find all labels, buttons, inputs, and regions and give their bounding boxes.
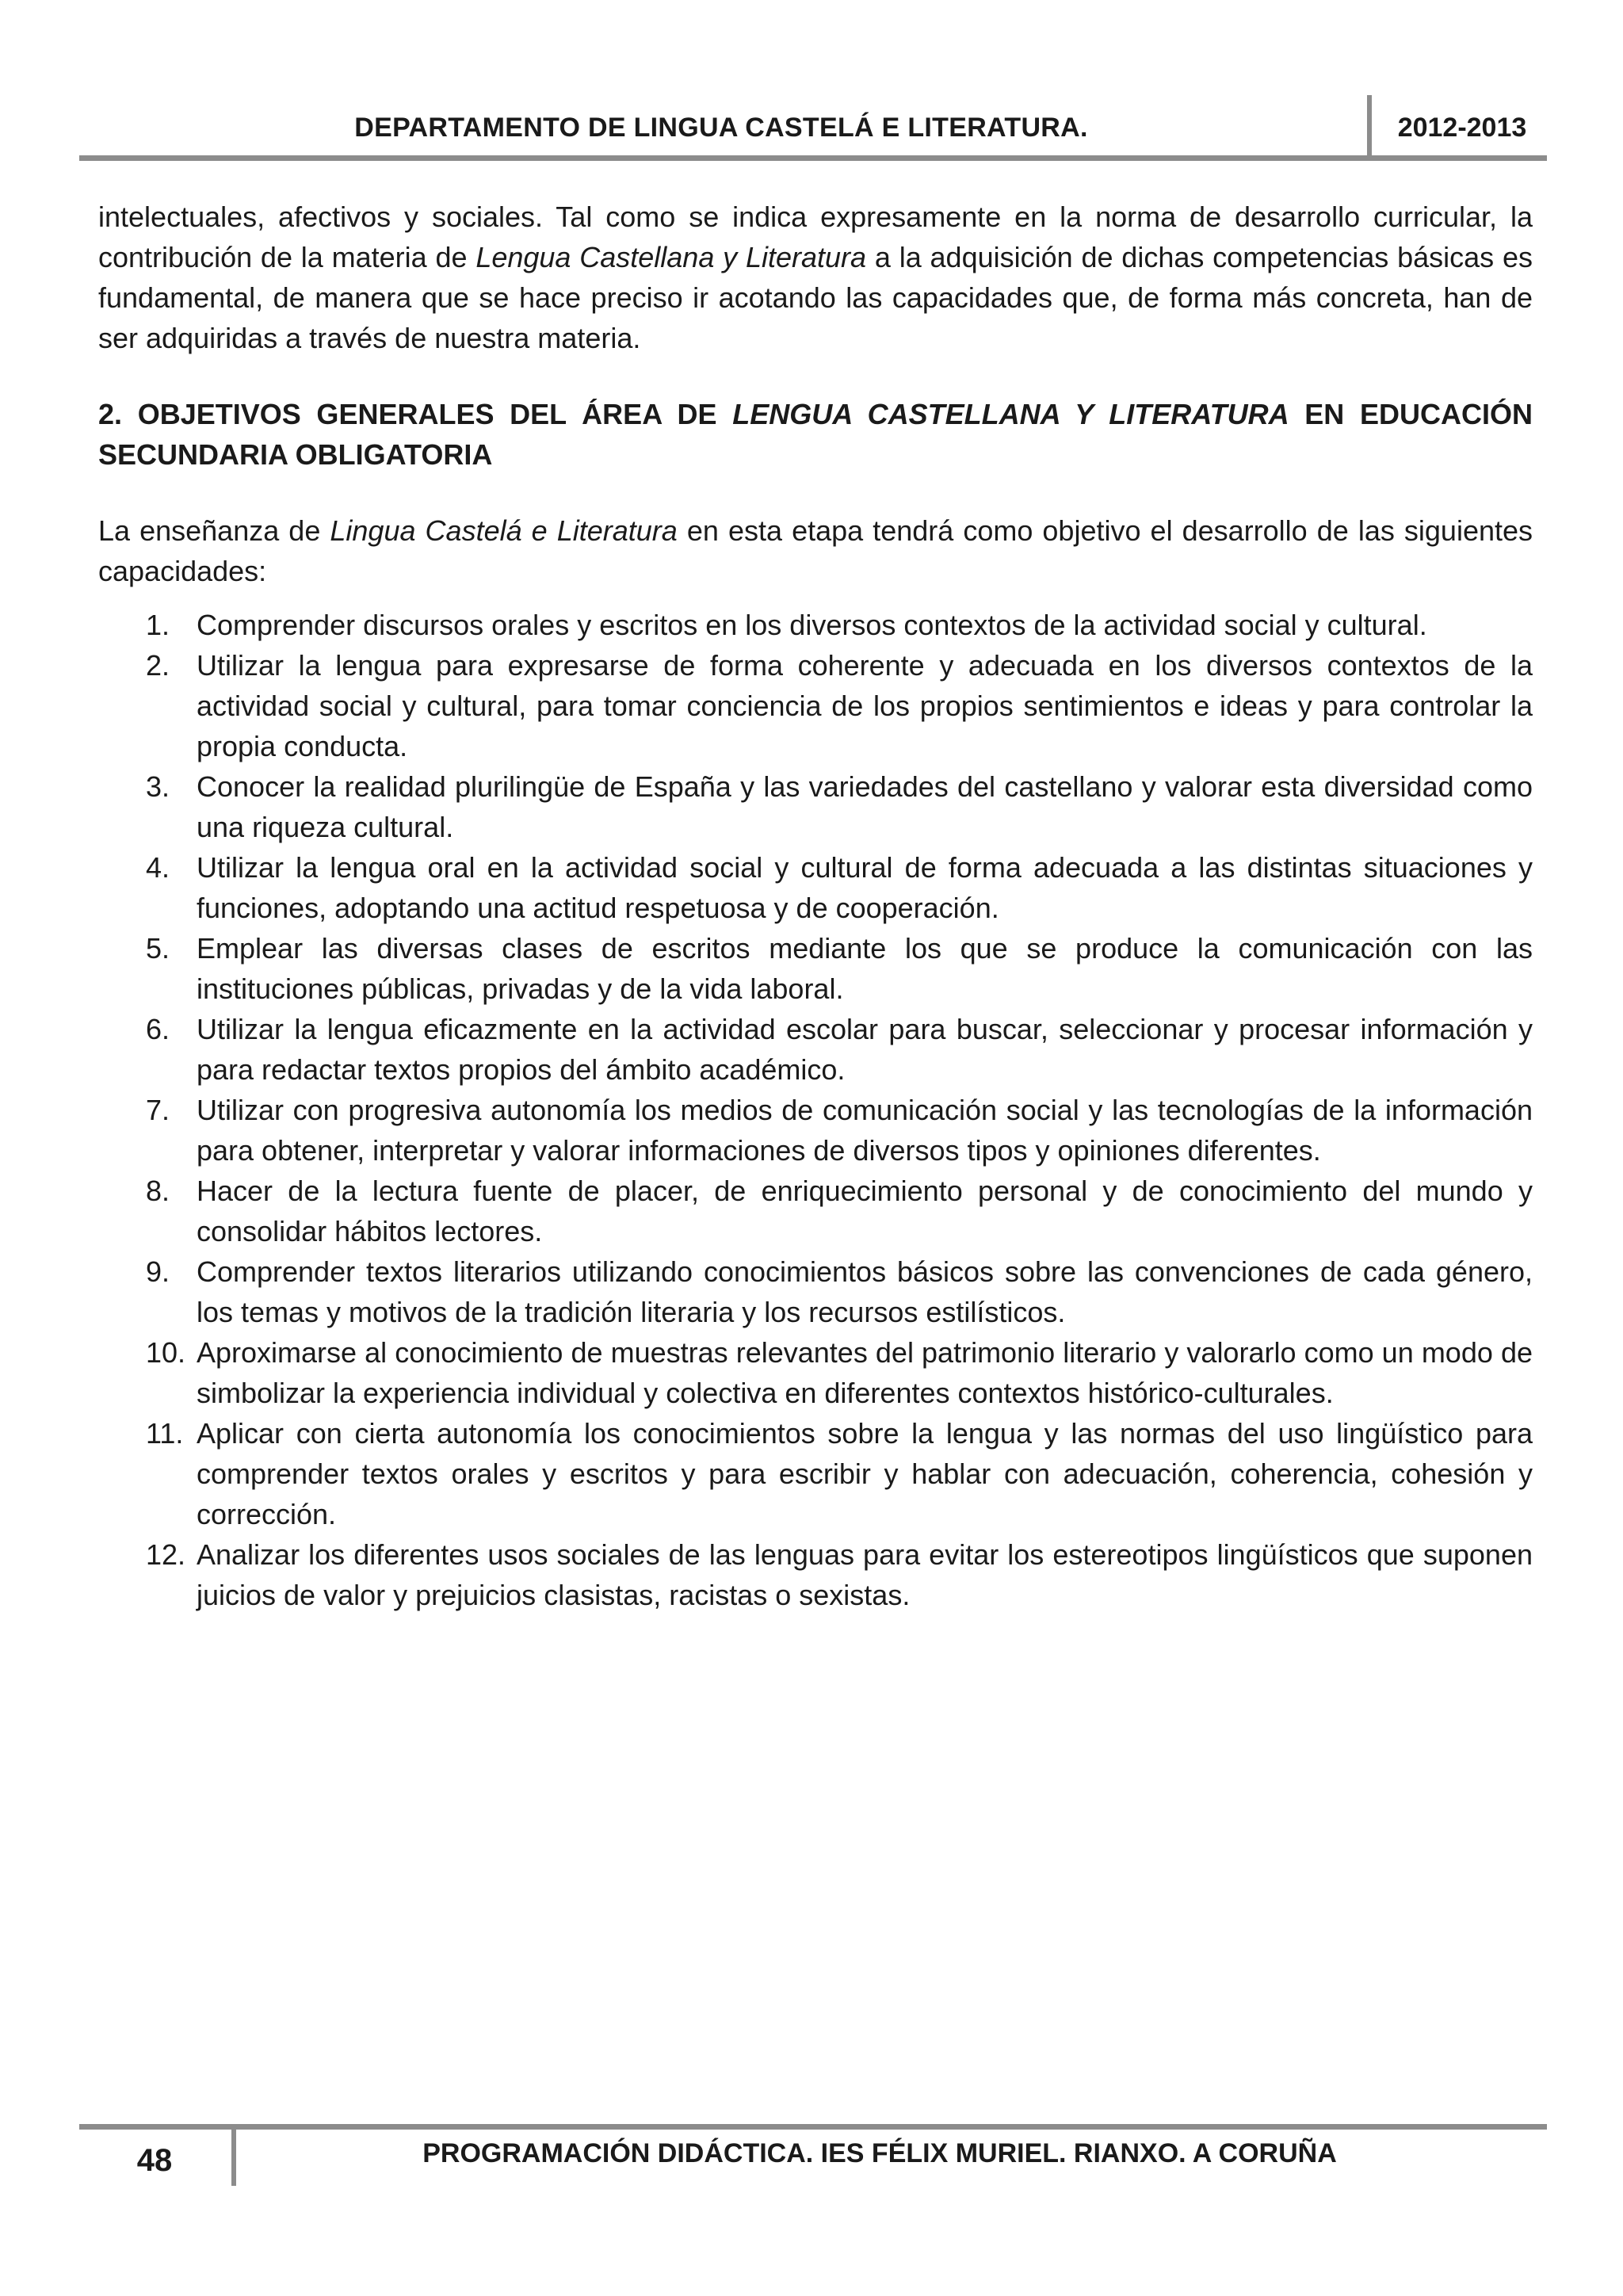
- page-content: [98, 197, 1533, 1615]
- header-divider: [1367, 95, 1372, 160]
- objective-item: [98, 645, 1533, 766]
- objective-number: 1.: [146, 609, 170, 641]
- objective-text: Utilizar con progresiva autonomía los medios de comunicación social y las tecnologías de la información para obtener, interpretar y valorar informaciones de diversos tipos y opiniones diferentes.: [197, 1094, 1533, 1167]
- objective-item: [98, 766, 1533, 847]
- objective-number: 11.: [146, 1417, 184, 1450]
- objective-text: Utilizar la lengua oral en la actividad social y cultural de forma adecuada a las distintas situaciones y funciones, adoptando una actitud respetuosa y de cooperación.: [197, 851, 1533, 924]
- objective-text: Utilizar la lengua para expresarse de forma coherente y adecuada en los diversos contextos de la actividad social y cultural, para tomar conciencia de los propios sentimientos e ideas y para controlar la propia conducta.: [197, 649, 1533, 762]
- objective-text: Utilizar la lengua eficazmente en la actividad escolar para buscar, seleccionar y procesar información y para redactar textos propios del ámbito académico.: [197, 1013, 1533, 1086]
- objective-number: 5.: [146, 932, 170, 965]
- objective-item: [98, 1332, 1533, 1413]
- intro-part-1: La enseñanza de: [98, 514, 330, 547]
- intro-paragraph: [98, 510, 1533, 591]
- section-heading-part-2: EN EDUCACIÓN SECUNDARIA OBLIGATORIA: [98, 398, 1533, 471]
- objective-number: 2.: [146, 649, 170, 682]
- objective-number: 6.: [146, 1013, 170, 1045]
- intro-part-2: en esta etapa tendrá como objetivo el desarrollo de las siguientes capacidades:: [98, 514, 1533, 587]
- objective-number: 9.: [146, 1255, 170, 1288]
- page-number: 48: [136, 2143, 173, 2178]
- section-heading: [98, 394, 1533, 475]
- objective-item: [98, 1090, 1533, 1171]
- objective-text: Emplear las diversas clases de escritos mediante los que se produce la comunicación con las instituciones públicas, privadas y de la vida laboral.: [197, 932, 1533, 1005]
- objective-number: 3.: [146, 770, 170, 803]
- objective-item: [98, 928, 1533, 1009]
- objective-number: 7.: [146, 1094, 170, 1126]
- objective-number: 8.: [146, 1175, 170, 1207]
- section-heading-part-1: 2. OBJETIVOS GENERALES DEL ÁREA DE: [98, 398, 733, 430]
- objective-item: [98, 1251, 1533, 1332]
- objective-item: [98, 847, 1533, 928]
- page-header: [79, 95, 1545, 159]
- objective-item: [98, 1534, 1533, 1615]
- objective-number: 4.: [146, 851, 170, 884]
- header-year: 2012-2013: [1397, 113, 1527, 143]
- intro-italic: Lingua Castelá e Literatura: [330, 514, 678, 547]
- continuation-text-2: a la adquisición de dichas competencias básicas es fundamental, de manera que se hace preciso ir acotando las capacidades que, de forma más concreta, han de ser adquiridas a través de nuestra materia.: [98, 241, 1533, 354]
- objective-text: Conocer la realidad plurilingüe de España y las variedades del castellano y valorar esta diversidad como una riqueza cultural.: [197, 770, 1533, 843]
- objective-text: Comprender discursos orales y escritos en los diversos contextos de la actividad social y cultural.: [197, 609, 1427, 641]
- continuation-text-1: intelectuales, afectivos y sociales. Tal como se indica expresamente en la norma de desarrollo curricular, la contribución de la materia de: [98, 201, 1533, 273]
- footer-rule: [79, 2124, 1547, 2130]
- footer-divider: [231, 2124, 236, 2186]
- objective-text: Aproximarse al conocimiento de muestras relevantes del patrimonio literario y valorarlo como un modo de simbolizar la experiencia individual y colectiva en diferentes contextos histórico-culturales.: [197, 1336, 1533, 1409]
- objective-item: [98, 1009, 1533, 1090]
- section-heading-italic: LENGUA CASTELLANA Y LITERATURA: [732, 398, 1289, 430]
- objective-text: Analizar los diferentes usos sociales de las lenguas para evitar los estereotipos lingüísticos que suponen juicios de valor y prejuicios clasistas, racistas o sexistas.: [197, 1538, 1533, 1611]
- objective-item: [98, 1413, 1533, 1534]
- objective-item: [98, 605, 1533, 645]
- header-title: DEPARTAMENTO DE LINGUA CASTELÁ E LITERATURA.: [354, 113, 1088, 143]
- objective-text: Comprender textos literarios utilizando conocimientos básicos sobre las convenciones de cada género, los temas y motivos de la tradición literaria y los recursos estilísticos.: [197, 1255, 1533, 1328]
- objective-text: Hacer de la lectura fuente de placer, de enriquecimiento personal y de conocimiento del mundo y consolidar hábitos lectores.: [197, 1175, 1533, 1247]
- continuation-italic: Lengua Castellana y Literatura: [475, 241, 867, 273]
- header-rule: [79, 155, 1547, 161]
- objective-number: 12.: [146, 1538, 186, 1571]
- footer-text: PROGRAMACIÓN DIDÁCTICA. IES FÉLIX MURIEL. RIANXO. A CORUÑA: [422, 2138, 1337, 2168]
- objective-item: [98, 1171, 1533, 1251]
- objective-text: Aplicar con cierta autonomía los conocimientos sobre la lengua y las normas del uso lingüístico para comprender textos orales y escritos y para escribir y hablar con adecuación, coherencia, cohesión y corrección.: [197, 1417, 1533, 1530]
- objective-number: 10.: [146, 1336, 186, 1369]
- objectives-list: [98, 605, 1533, 1615]
- continuation-paragraph: [98, 197, 1533, 358]
